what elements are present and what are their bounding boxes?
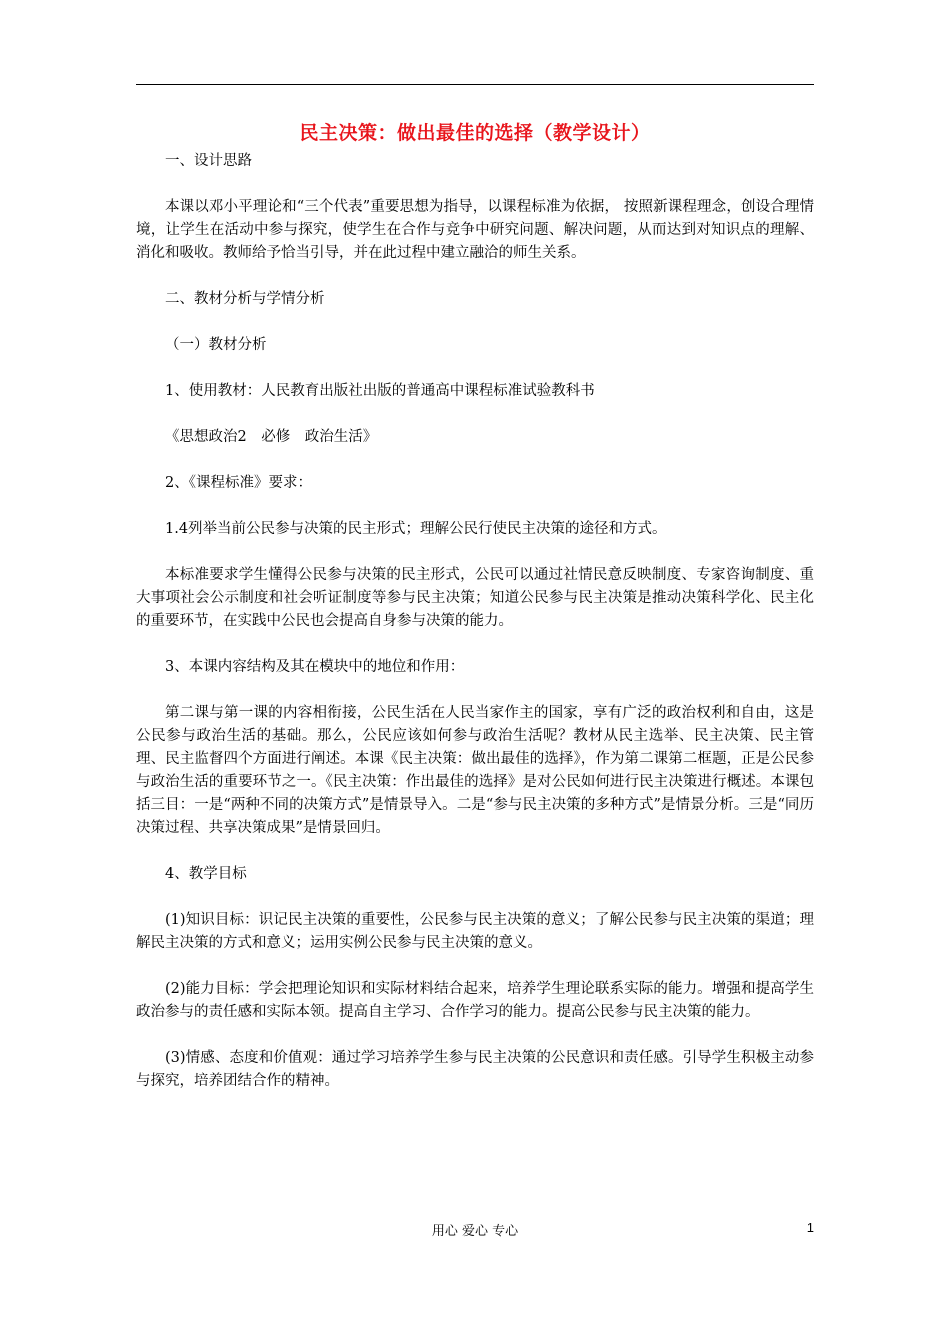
goal-emotion-values: (3)情感、态度和价值观：通过学习培养学生参与民主决策的公民意识和责任感。引导学生积极主动参与探究，培养团结合作的精神。 [136, 1050, 814, 1089]
item-content-structure: 3、本课内容结构及其在模块中的地位和作用： [165, 659, 465, 675]
paragraph-standard-explanation: 本标准要求学生懂得公民参与决策的民主形式，公民可以通过社情民意反映制度、专家咨询制度、重大事项社会公示制度和社会听证制度等参与民主决策；知道公民参与民主决策是推动决策科学化、民主化的重要环节，在实践中公民也会提高自身参与决策的能力。 [136, 567, 814, 629]
heading-design-approach: 一、设计思路 [165, 153, 252, 169]
item-textbook-used: 1、使用教材：人民教育出版社出版的普通高中课程标准试验教科书 [165, 383, 595, 399]
paragraph-design-approach: 本课以邓小平理论和“三个代表”重要思想为指导，以课程标准为依据， 按照新课程理念，创设合理情境，让学生在活动中参与探究，使学生在合作与竞争中研究问题、解决问题，从而达到对知识点的理解、消化和吸收。教师给予恰当引导，并在此过程中建立融洽的师生关系。 [136, 199, 814, 261]
item-textbook-name: 《思想政治2 必修 政治生活》 [165, 429, 378, 445]
document-body [136, 118, 814, 1093]
paragraph-content-structure: 第二课与第一课的内容相衔接，公民生活在人民当家作主的国家，享有广泛的政治权利和自由，这是公民参与政治生活的基础。那么，公民应该如何参与政治生活呢？教材从民主选举、民主决策、民主管理、民主监督四个方面进行阐述。本课《民主决策：做出最佳的选择》，作为第二课第二框题，正是公民参与政治生活的重要环节之一。《民主决策：作出最佳的选择》是对公民如何进行民主决策进行概述。本课包括三目：一是“两种不同的决策方式”是情景导入。二是“参与民主决策的多种方式”是情景分析。三是“同历决策过程、共享决策成果”是情景回归。 [136, 705, 814, 836]
footer-motto: 用心 爱心 专心 [431, 1224, 519, 1239]
page-footer [0, 1220, 950, 1240]
page-number: 1 [806, 1220, 814, 1235]
item-curriculum-standard: 2、《课程标准》要求： [165, 475, 312, 491]
heading-material-analysis: 二、教材分析与学情分析 [165, 291, 325, 307]
subheading-textbook-analysis: （一）教材分析 [165, 337, 267, 353]
item-teaching-goals: 4、教学目标 [165, 866, 247, 882]
goal-knowledge: (1)知识目标：识记民主决策的重要性，公民参与民主决策的意义；了解公民参与民主决策的渠道；理解民主决策的方式和意义；运用实例公民参与民主决策的意义。 [136, 912, 814, 951]
item-standard-1-4: 1.4列举当前公民参与决策的民主形式；理解公民行使民主决策的途径和方式。 [165, 521, 667, 537]
goal-ability: (2)能力目标：学会把理论知识和实际材料结合起来，培养学生理论联系实际的能力。增强和提高学生政治参与的责任感和实际本领。提高自主学习、合作学习的能力。提高公民参与民主决策的能力。 [136, 981, 814, 1020]
header-rule [136, 84, 814, 85]
document-title: 民主决策：做出最佳的选择（教学设计） [299, 122, 651, 144]
